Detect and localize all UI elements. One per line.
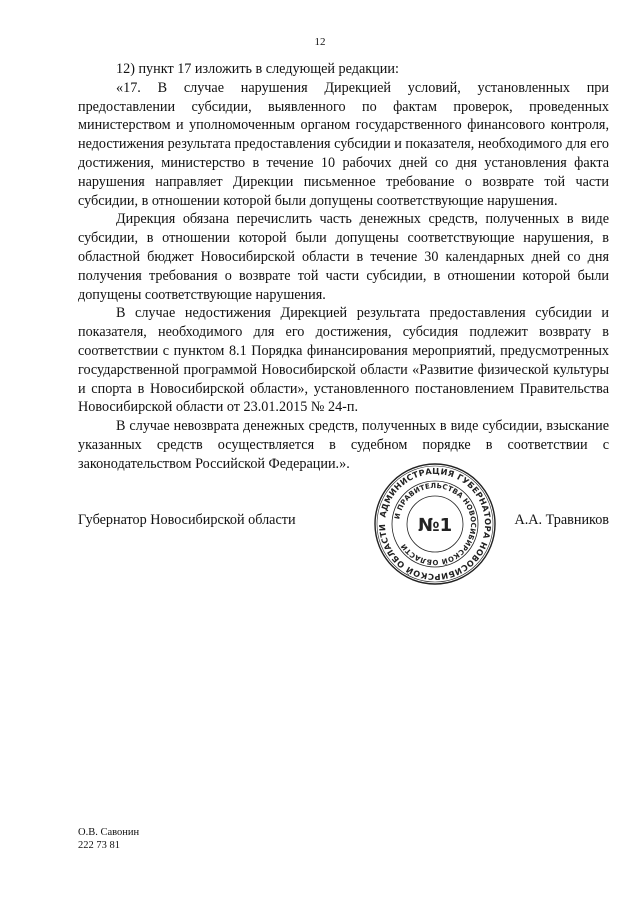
- executor-phone: 222 73 81: [78, 840, 120, 851]
- signature-row: [78, 512, 609, 532]
- paragraph-clause-17: «17. В случае нарушения Дирекцией условий, установленных при предоставлении субсидии, выявленного по фактам проверок, проведенных министерством и уполномоченным органом государственного финансового контроля, недостижения результата предоставления субсидии и показателя, необходимого для его достижения, министерство в течение 10 рабочих дней со дня установления факта нарушения направляет Дирекции письменное требование о возврате той части субсидии, в отношении которой были допущены соответствующие нарушения.: [78, 79, 609, 209]
- paragraph-result-not-achieved: В случае недостижения Дирекцией результата предоставления субсидии и показателя, необходимого для его достижения, субсидия подлежит возврату в соответствии с пунктом 8.1 Порядка финансирования мероприятий, предусмотренных государственной программой Новосибирской области «Развитие физической культуры и спорта в Новосибирской области», установленного постановлением Правительства Новосибирской области от 23.01.2015 № 24-п.: [78, 305, 609, 416]
- page-number: 12: [314, 36, 326, 48]
- paragraph-refund-obligation: Дирекция обязана перечислить часть денежных средств, полученных в виде субсидии, в отношении которой были допущены соответствующие нарушения, в областной бюджет Новосибирской области в течение 30 календарных дней со дня получения требования о возврате той части субсидии, в отношении которой были допущены соответствующие нарушения.: [78, 211, 609, 303]
- document-body: [78, 60, 609, 474]
- signatory-name: А.А. Травников: [514, 512, 609, 528]
- executor-info: [78, 826, 139, 852]
- paragraph-amendment-intro: 12) пункт 17 изложить в следующей редакции:: [116, 61, 399, 77]
- seal-inner-text: И ПРАВИТЕЛЬСТВА НОВОСИБИРСКОЙ ОБЛАСТИ: [393, 481, 478, 567]
- seal-outer-text: АДМИНИСТРАЦИЯ ГУБЕРНАТОРА НОВОСИБИРСКОЙ ОБЛАСТИ: [376, 465, 494, 583]
- paragraph-court-recovery: В случае невозврата денежных средств, полученных в виде субсидии, взыскание указанных средств осуществляется в судебном порядке в соответствии с законодательством Российской Федерации.».: [78, 418, 609, 472]
- seal-center-text: №1: [417, 515, 453, 536]
- signatory-position: Губернатор Новосибирской области: [78, 512, 296, 528]
- official-seal-icon: [373, 462, 497, 586]
- executor-name: О.В. Савонин: [78, 827, 140, 838]
